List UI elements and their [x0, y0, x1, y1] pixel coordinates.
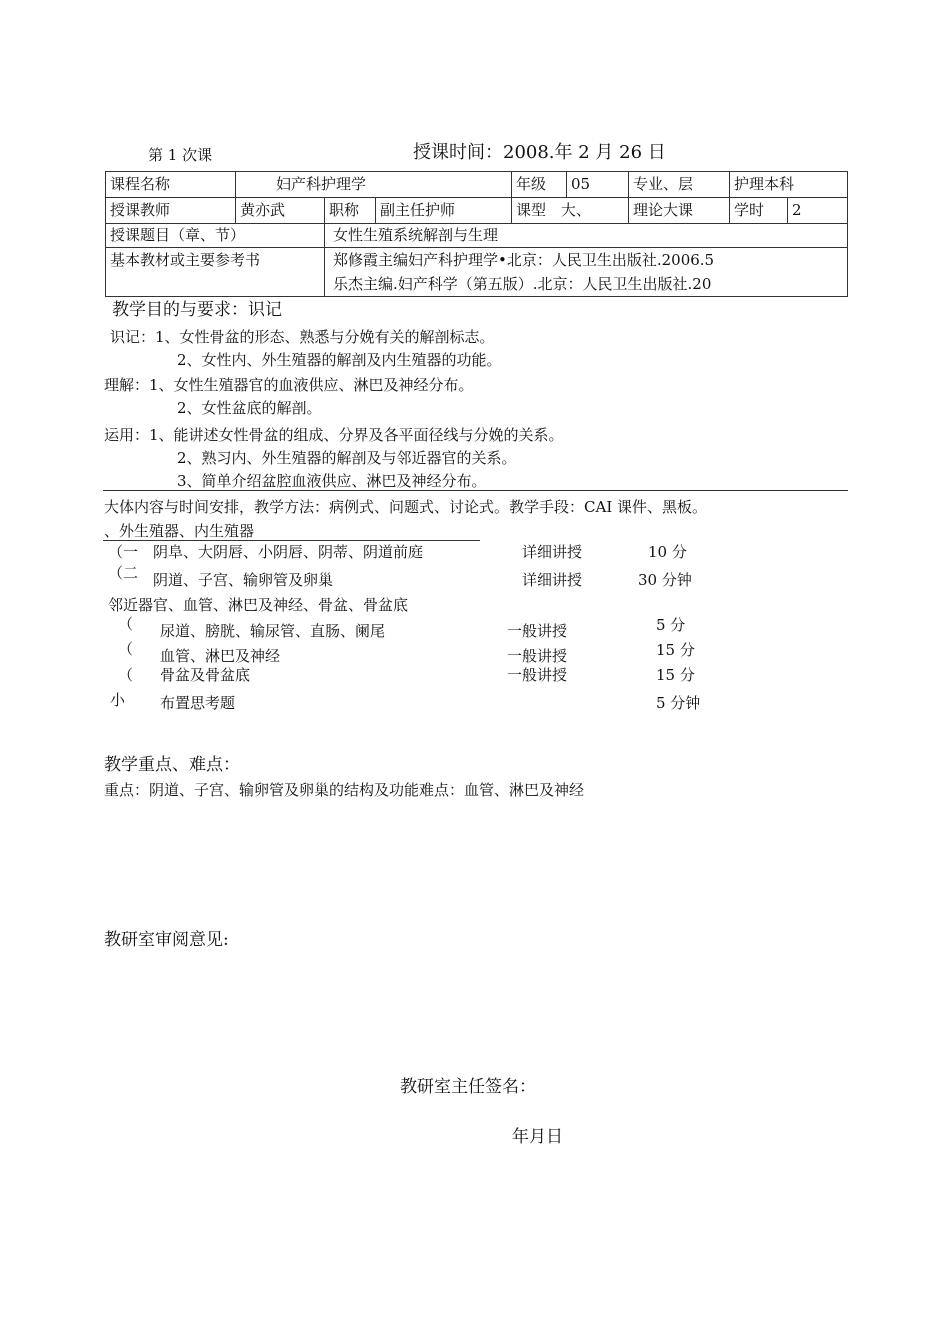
signature-date: 年月日 [512, 1127, 563, 1147]
item-content: 骨盆及骨盆底 [160, 666, 251, 684]
grade-value: 05 [567, 172, 629, 198]
key-points-text: 重点：阴道、子宫、输卵管及卵巢的结构及功能难点：血管、淋巴及神经 [104, 781, 585, 799]
grade-label: 年级 [512, 172, 567, 198]
item-mark: （ [118, 640, 134, 658]
lesson-number: 第 1 次课 [148, 146, 213, 164]
objective-line: 运用：1、能讲述女性骨盆的组成、分界及各平面径线与分娩的关系。 [104, 426, 564, 444]
item-time: 5 分钟 [656, 694, 701, 712]
lesson-time: 授课时间：2008.年 2 月 26 日 [413, 142, 666, 163]
major-label: 专业、层 [629, 172, 730, 198]
course-type-value: 大、 [560, 201, 591, 219]
topic-value: 女性生殖系统解剖与生理 [325, 224, 848, 248]
objective-line: 2、女性内、外生殖器的解剖及内生殖器的功能。 [177, 351, 502, 369]
book-item: 乐杰主编.妇产科学（第五版）.北京：人民卫生出版社.20 [333, 275, 712, 293]
section-divider [103, 490, 848, 491]
title-value: 副主任护师 [376, 198, 512, 224]
item-content: 布置思考题 [160, 694, 236, 712]
table-row [106, 248, 848, 297]
subheading-underline [103, 540, 480, 541]
major-value: 护理本科 [730, 172, 848, 198]
table-row [106, 224, 848, 248]
title-label: 职称 [325, 198, 376, 224]
teacher-label: 授课教师 [106, 198, 236, 224]
item-method: 一般讲授 [507, 647, 568, 665]
item-mark: （二 [108, 564, 139, 582]
books-label: 基本教材或主要参考书 [106, 248, 325, 297]
key-points-heading: 教学重点、难点： [104, 755, 240, 775]
item-content: 尿道、膀胱、输尿管、直肠、阑尾 [160, 622, 386, 640]
item-content: 阴阜、大阴唇、小阴唇、阴蒂、阴道前庭 [153, 543, 424, 561]
review-label: 教研室审阅意见: [104, 930, 229, 950]
director-signature-label: 教研室主任签名： [400, 1077, 536, 1097]
course-type-label: 课型 [516, 201, 547, 219]
topic-label: 授课题目（章、节） [106, 224, 325, 248]
item-time: 15 分 [656, 666, 695, 684]
objectives-heading: 教学目的与要求：识记 [112, 300, 282, 320]
table-row [106, 198, 848, 224]
course-type-cell [512, 198, 629, 224]
item-mark: （ [118, 615, 134, 633]
item-mark: 小 [110, 691, 126, 709]
course-name-label: 课程名称 [106, 172, 236, 198]
teacher-name: 黄亦武 [236, 198, 325, 224]
course-info-table [105, 171, 848, 297]
item-method: 详细讲授 [522, 543, 583, 561]
item-method: 一般讲授 [507, 666, 568, 684]
item-mark: （一 [108, 543, 139, 561]
objective-line: 2、女性盆底的解剖。 [177, 399, 322, 417]
objective-line: 理解：1、女性生殖器官的血液供应、淋巴及神经分布。 [104, 376, 474, 394]
hours-value: 2 [788, 198, 848, 224]
book-item: 郑修霞主编妇产科护理学•北京：人民卫生出版社.2006.5 [333, 251, 715, 269]
item-mark: （ [118, 666, 134, 684]
objective-line: 3、简单介绍盆腔血液供应、淋巴及神经分布。 [177, 472, 487, 490]
item-method: 一般讲授 [507, 622, 568, 640]
objective-line: 识记：1、女性骨盆的形态、熟悉与分娩有关的解剖标志。 [110, 328, 495, 346]
table-row [106, 172, 848, 198]
course-name: 妇产科护理学 [236, 172, 512, 198]
item-time: 15 分 [656, 641, 695, 659]
item-time: 10 分 [648, 543, 687, 561]
arrangement-subheading: 邻近器官、血管、淋巴及神经、骨盆、骨盆底 [108, 596, 409, 614]
books-list [325, 248, 848, 297]
hours-label: 学时 [730, 198, 788, 224]
item-method: 详细讲授 [522, 571, 583, 589]
objective-line: 2、熟习内、外生殖器的解剖及与邻近器官的关系。 [177, 449, 517, 467]
arrangement-heading: 大体内容与时间安排，教学方法：病例式、问题式、讨论式。教学手段：CAI 课件、黑板。 [104, 498, 708, 516]
item-time: 30 分钟 [638, 571, 692, 589]
item-time: 5 分 [656, 616, 686, 634]
item-content: 阴道、子宫、输卵管及卵巢 [153, 571, 334, 589]
arrangement-subheading: 、外生殖器、内生殖器 [104, 522, 255, 540]
course-type-desc: 理论大课 [629, 198, 730, 224]
item-content: 血管、淋巴及神经 [160, 647, 281, 665]
